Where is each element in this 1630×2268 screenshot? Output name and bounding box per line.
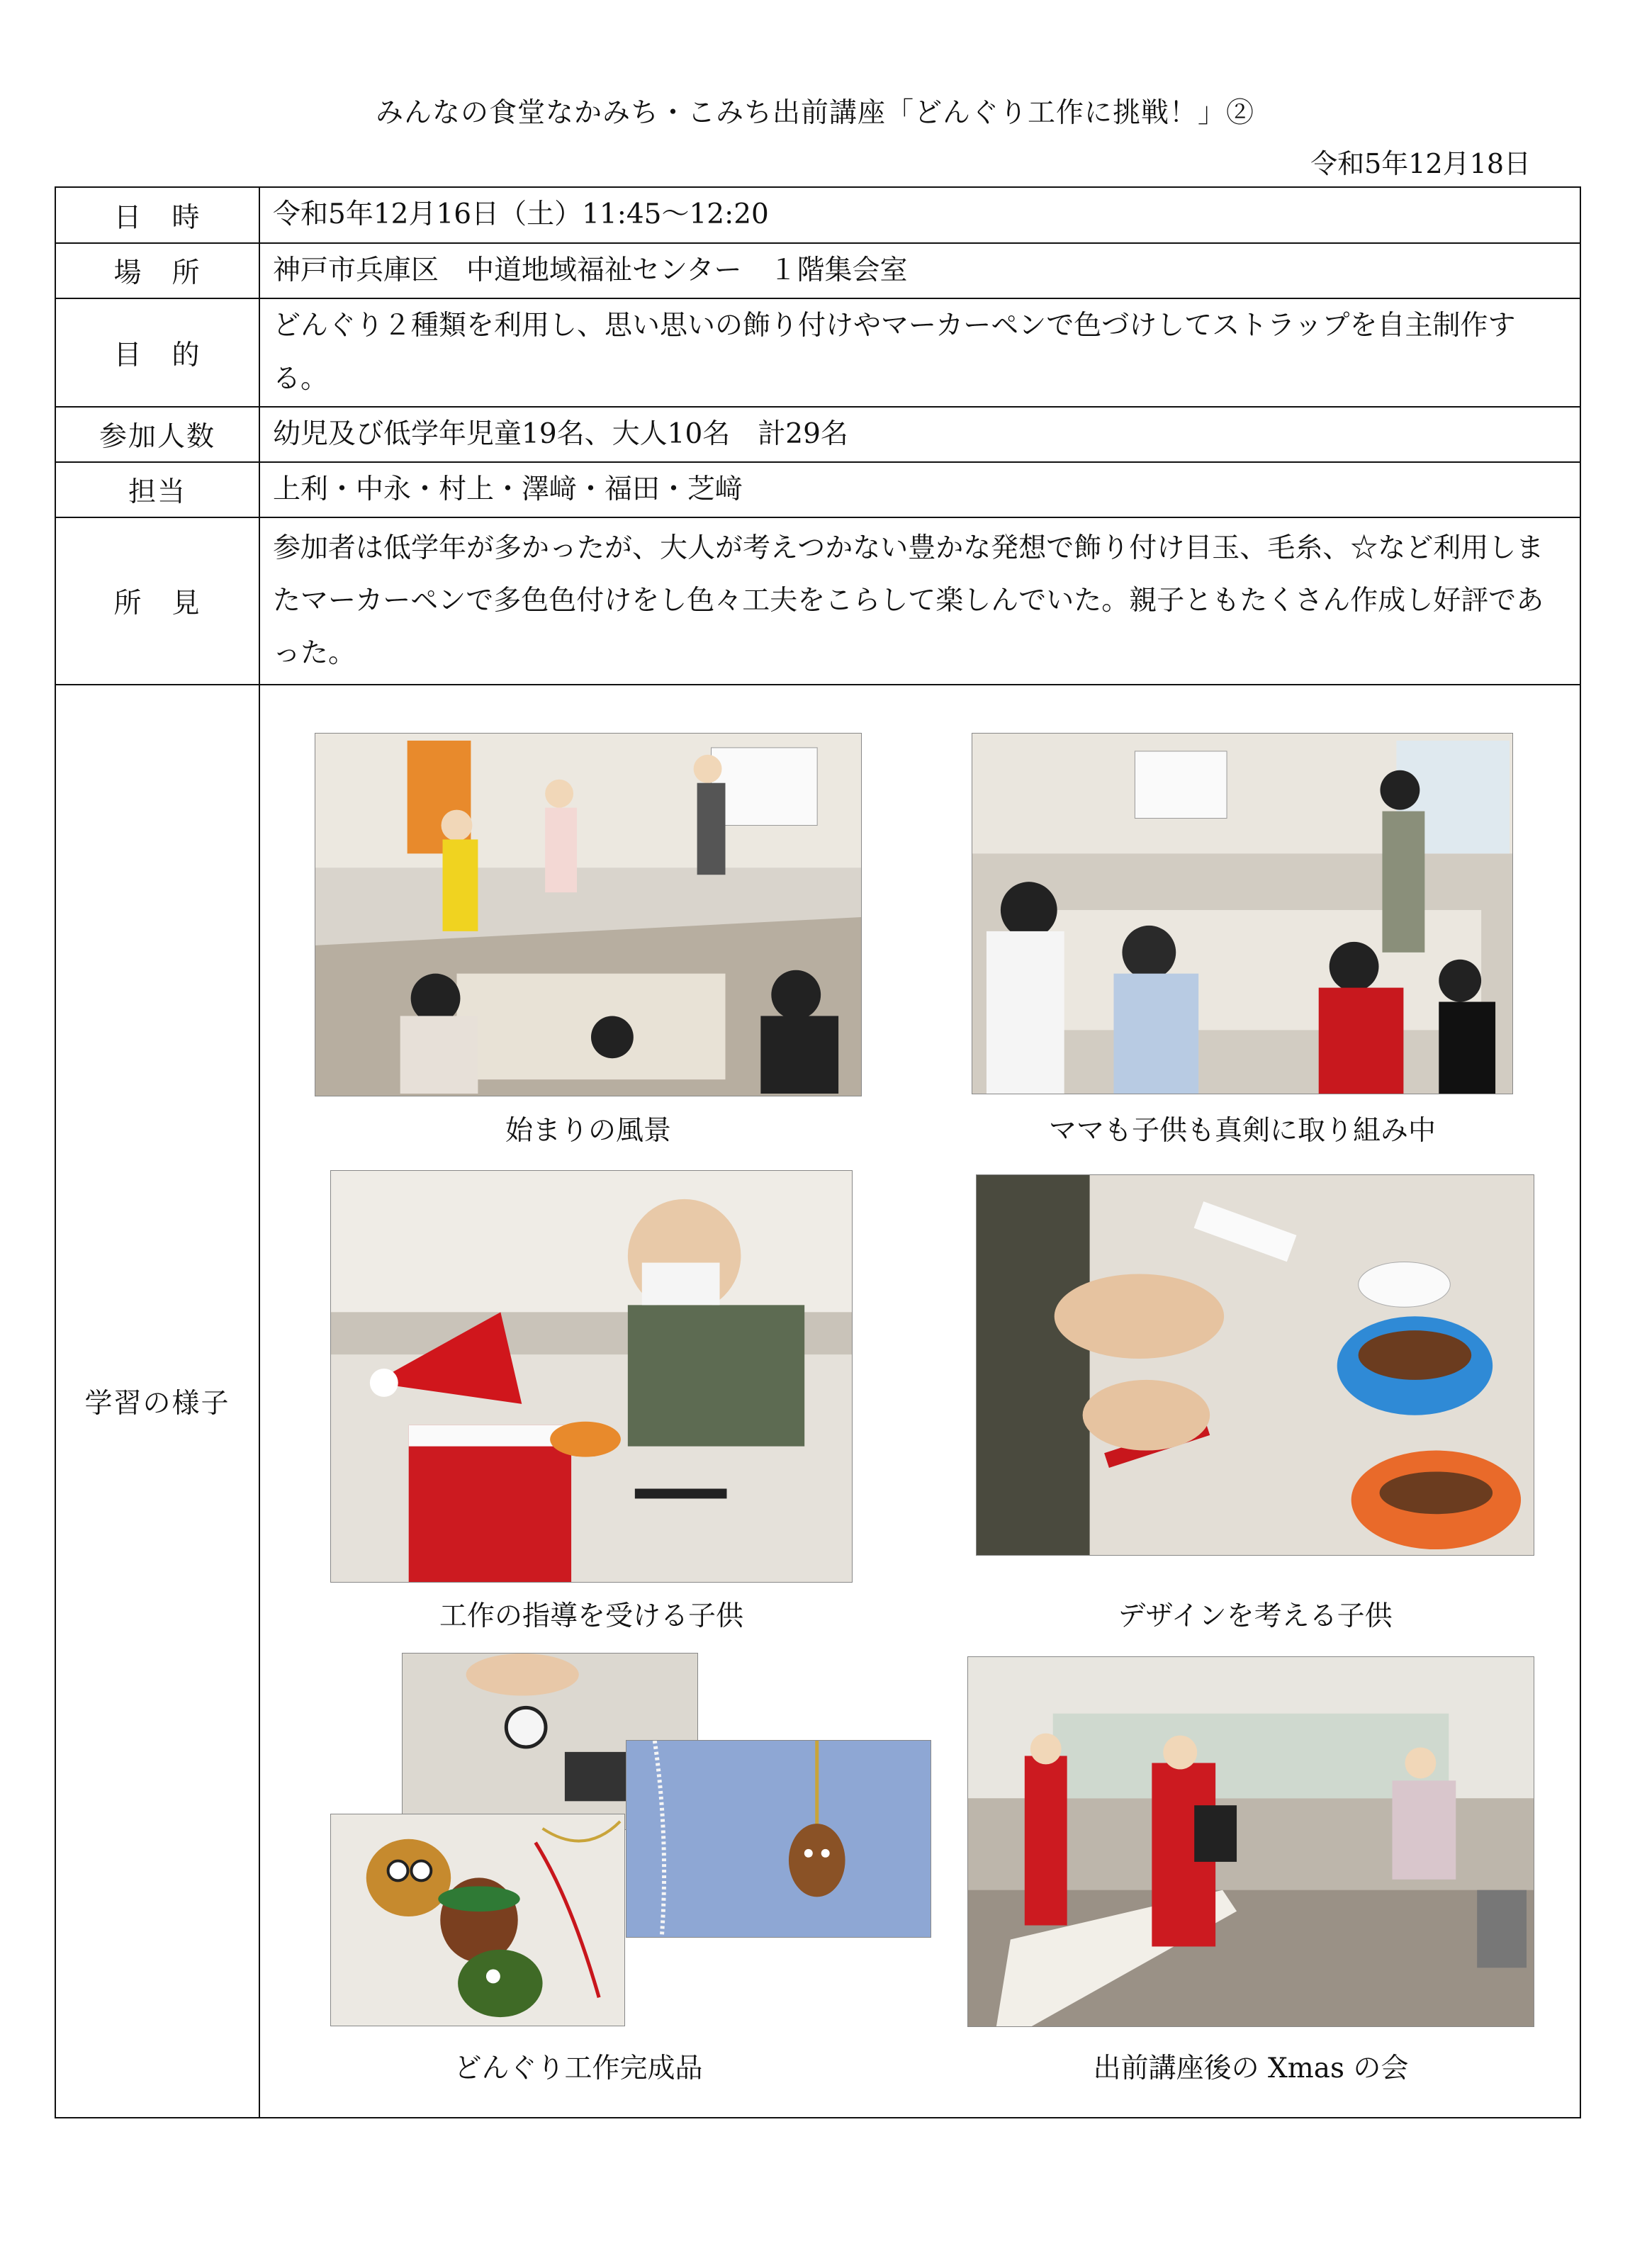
table-row-purpose (55, 298, 1580, 407)
caption-finished-works: どんぐり工作完成品 (454, 2053, 703, 2084)
photo-finished-strap-bag (626, 1740, 931, 1938)
caption-child-designing: デザインを考える子供 (1118, 1600, 1393, 1632)
photos-label: 学習の様子 (55, 685, 259, 2118)
participants-value: 幼児及び低学年児童19名、大人10名 計29名 (259, 407, 1580, 462)
table-row-remarks (55, 517, 1580, 685)
page-title: みんなの食堂なかみち・こみち出前講座「どんぐり工作に挑戦！」② (375, 97, 1254, 129)
caption-opening-scene: 始まりの風景 (505, 1115, 671, 1147)
remarks-label: 所 見 (55, 517, 259, 685)
photo-child-designing (976, 1174, 1534, 1556)
table-row-staff (55, 462, 1580, 517)
table-row-datetime (55, 187, 1580, 243)
photo-finished-acorns (330, 1814, 625, 2026)
place-label: 場 所 (55, 243, 259, 298)
report-date: 令和5年12月18日 (1310, 148, 1531, 179)
place-value: 神戸市兵庫区 中道地域福祉センター １階集会室 (259, 243, 1580, 298)
staff-label: 担当 (55, 462, 259, 517)
photos-cell (259, 685, 1580, 2118)
photo-mothers-and-children (972, 733, 1513, 1094)
photo-child-receiving-guidance (330, 1170, 853, 1583)
report-table (55, 186, 1581, 2118)
table-row-place (55, 243, 1580, 298)
staff-value: 上利・中永・村上・澤﨑・福田・芝﨑 (259, 462, 1580, 517)
purpose-value: どんぐり２種類を利用し、思い思いの飾り付けやマーカーペンで色づけしてストラップを自主制作する。 (259, 298, 1580, 407)
table-row-photos (55, 685, 1580, 2118)
photo-grid (260, 685, 1580, 2117)
photo-opening-scene (315, 733, 862, 1096)
photo-xmas-party (967, 1656, 1534, 2027)
caption-xmas-party: 出前講座後の Xmas の会 (1093, 2053, 1409, 2084)
datetime-value: 令和5年12月16日（土）11:45～12:20 (259, 187, 1580, 243)
remarks-value: 参加者は低学年が多かったが、大人が考えつかない豊かな発想で飾り付け目玉、毛糸、☆など利用しまたマーカーペンで多色色付けをし色々工夫をこらして楽しんでいた。親子ともたくさん作成し好評であった。 (259, 517, 1580, 685)
datetime-label: 日 時 (55, 187, 259, 243)
table-row-participants (55, 407, 1580, 462)
purpose-label: 目 的 (55, 298, 259, 407)
caption-child-receiving-guidance: 工作の指導を受ける子供 (439, 1600, 743, 1632)
caption-mothers-and-children: ママも子供も真剣に取り組み中 (1048, 1115, 1436, 1147)
participants-label: 参加人数 (55, 407, 259, 462)
